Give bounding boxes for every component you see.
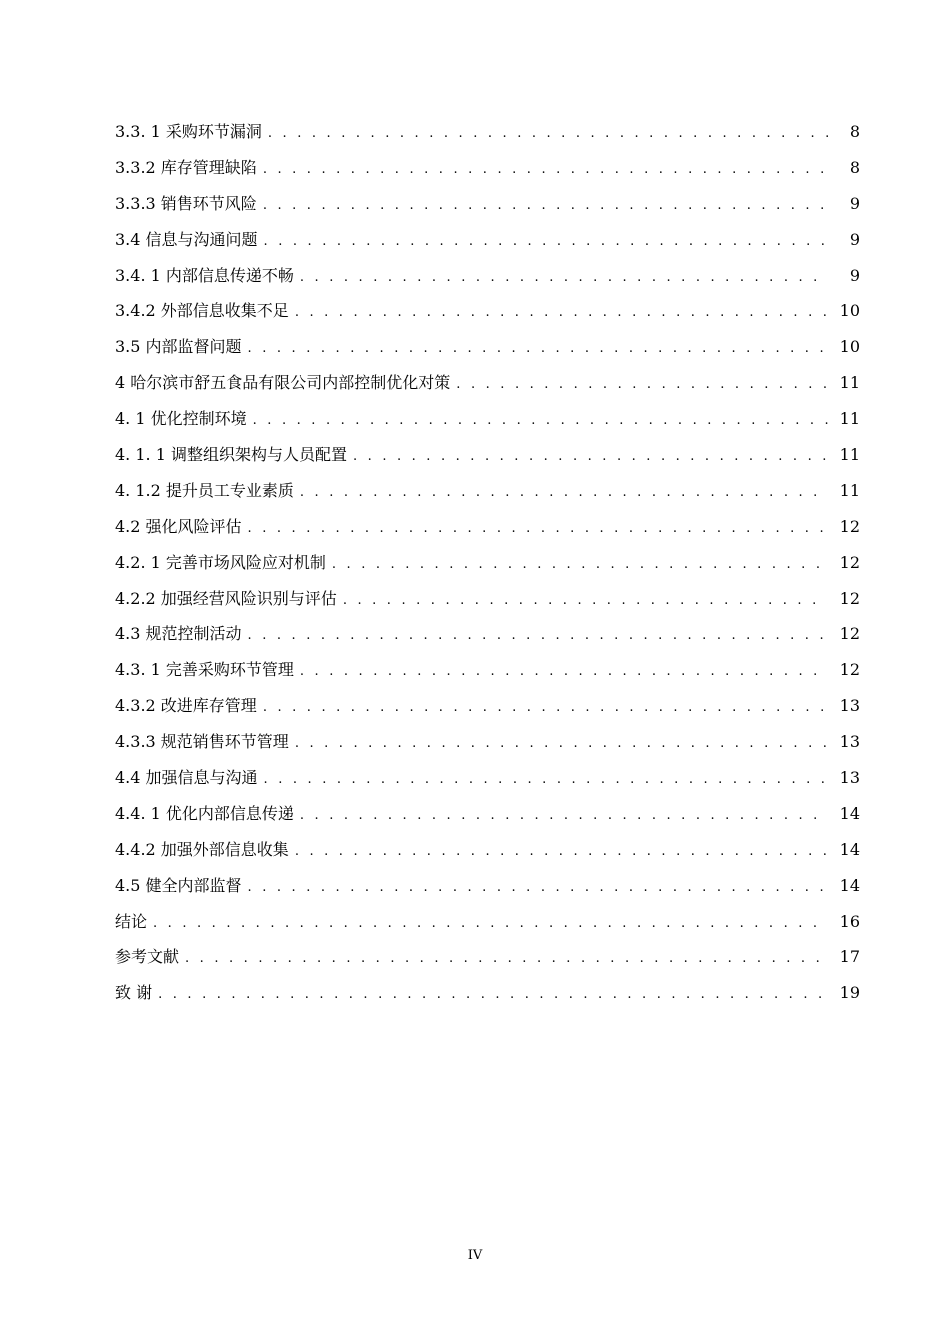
toc-entry-page: 13 — [839, 768, 860, 788]
toc-dot-leader — [300, 802, 828, 830]
toc-entry-label: 4.5 健全内部监督 — [115, 875, 242, 895]
toc-entry[interactable] — [115, 477, 860, 513]
toc-entry-page: 16 — [839, 911, 860, 931]
toc-entry-label: 4.3.3 规范销售环节管理 — [115, 732, 289, 752]
page-number: IV — [467, 1248, 483, 1263]
toc-entry-label: 3.4 信息与沟通问题 — [115, 229, 258, 249]
toc-entry-page: 14 — [839, 875, 860, 895]
toc-entry[interactable] — [115, 333, 860, 369]
toc-entry[interactable] — [115, 800, 860, 836]
toc-entry-label: 4.2.2 加强经营风险识别与评估 — [115, 588, 337, 608]
toc-dot-leader — [300, 479, 828, 507]
toc-dot-leader — [248, 515, 828, 543]
toc-entry-label: 3.3.2 库存管理缺陷 — [115, 157, 257, 177]
toc-entry[interactable] — [115, 872, 860, 908]
toc-entry-label: 致 谢 — [115, 983, 153, 1003]
toc-entry[interactable] — [115, 692, 860, 728]
toc-entry-label: 4.3.2 改进库存管理 — [115, 696, 257, 716]
toc-dot-leader — [248, 874, 828, 902]
toc-entry-label: 4.4 加强信息与沟通 — [115, 768, 258, 788]
toc-dot-leader — [153, 910, 828, 938]
toc-dot-leader — [343, 587, 828, 615]
toc-entry[interactable] — [115, 656, 860, 692]
toc-entry-label: 4.3 规范控制活动 — [115, 624, 242, 644]
toc-entry-page: 9 — [849, 265, 860, 285]
toc-entry-page: 11 — [839, 409, 860, 429]
toc-dot-leader — [253, 407, 828, 435]
toc-entry-page: 14 — [839, 839, 860, 859]
toc-entry[interactable] — [115, 908, 860, 944]
toc-dot-leader — [456, 371, 828, 399]
toc-dot-leader — [158, 981, 828, 1009]
toc-entry-page: 10 — [839, 337, 860, 357]
toc-entry-page: 19 — [839, 983, 860, 1003]
toc-entry[interactable] — [115, 297, 860, 333]
toc-entry-page: 13 — [839, 732, 860, 752]
toc-entry-page: 12 — [839, 624, 860, 644]
toc-entry-label: 3.4. 1 内部信息传递不畅 — [115, 265, 294, 285]
toc-dot-leader — [295, 730, 828, 758]
toc-entry[interactable] — [115, 620, 860, 656]
toc-entry[interactable] — [115, 943, 860, 979]
toc-dot-leader — [332, 551, 828, 579]
toc-entry[interactable] — [115, 728, 860, 764]
toc-entry-label: 3.4.2 外部信息收集不足 — [115, 301, 289, 321]
toc-dot-leader — [263, 694, 828, 722]
toc-dot-leader — [268, 120, 828, 148]
toc-entry[interactable] — [115, 226, 860, 262]
toc-dot-leader — [248, 335, 828, 363]
toc-dot-leader — [295, 838, 828, 866]
toc-dot-leader — [300, 264, 828, 292]
toc-entry[interactable] — [115, 979, 860, 1015]
toc-dot-leader — [264, 228, 828, 256]
toc-entry-page: 13 — [839, 696, 860, 716]
toc-entry-page: 14 — [839, 803, 860, 823]
toc-dot-leader — [263, 192, 828, 220]
toc-entry-page: 11 — [839, 445, 860, 465]
toc-entry[interactable] — [115, 190, 860, 226]
toc-entry-page: 9 — [849, 193, 860, 213]
toc-entry-page: 8 — [849, 157, 860, 177]
toc-dot-leader — [264, 766, 828, 794]
toc-entry-page: 8 — [849, 122, 860, 141]
toc-entry[interactable] — [115, 118, 860, 154]
toc-entry-label: 4. 1. 1 调整组织架构与人员配置 — [115, 445, 347, 465]
toc-entry-page: 12 — [839, 552, 860, 572]
toc-entry[interactable] — [115, 154, 860, 190]
toc-entry-page: 11 — [839, 480, 860, 500]
toc-entry-label: 4.4. 1 优化内部信息传递 — [115, 803, 294, 823]
toc-entry-page: 17 — [839, 947, 860, 967]
toc-entry-label: 3.3.3 销售环节风险 — [115, 193, 257, 213]
toc-entry-label: 4 哈尔滨市舒五食品有限公司内部控制优化对策 — [115, 373, 451, 393]
toc-entry[interactable] — [115, 836, 860, 872]
toc-entry[interactable] — [115, 549, 860, 585]
toc-entry[interactable] — [115, 441, 860, 477]
toc-entry[interactable] — [115, 405, 860, 441]
toc-entry-page: 9 — [849, 229, 860, 249]
toc-dot-leader — [263, 156, 828, 184]
toc-entry-label: 参考文献 — [115, 947, 180, 967]
toc-dot-leader — [248, 622, 828, 650]
toc-entry-page: 12 — [839, 588, 860, 608]
toc-entry-label: 结论 — [115, 911, 148, 931]
toc-entry-page: 12 — [839, 516, 860, 536]
toc-entry[interactable] — [115, 369, 860, 405]
toc-dot-leader — [353, 443, 828, 471]
toc-entry-page: 10 — [839, 301, 860, 321]
toc-entry-label: 4.3. 1 完善采购环节管理 — [115, 660, 294, 680]
toc-entry[interactable] — [115, 262, 860, 298]
toc-entry-label: 4.4.2 加强外部信息收集 — [115, 839, 289, 859]
toc-entry-page: 12 — [839, 660, 860, 680]
toc-dot-leader — [300, 658, 828, 686]
toc-entry[interactable] — [115, 513, 860, 549]
toc-dot-leader — [295, 299, 828, 327]
table-of-contents — [115, 118, 860, 1015]
toc-entry-label: 4. 1.2 提升员工专业素质 — [115, 480, 294, 500]
toc-dot-leader — [185, 945, 828, 973]
toc-entry-label: 4.2 强化风险评估 — [115, 516, 242, 536]
toc-entry[interactable] — [115, 585, 860, 621]
toc-entry[interactable] — [115, 764, 860, 800]
toc-entry-label: 3.3. 1 采购环节漏洞 — [115, 122, 262, 141]
toc-entry-label: 4.2. 1 完善市场风险应对机制 — [115, 552, 326, 572]
toc-entry-page: 11 — [839, 373, 860, 393]
toc-entry-label: 4. 1 优化控制环境 — [115, 409, 247, 429]
toc-entry-label: 3.5 内部监督问题 — [115, 337, 242, 357]
